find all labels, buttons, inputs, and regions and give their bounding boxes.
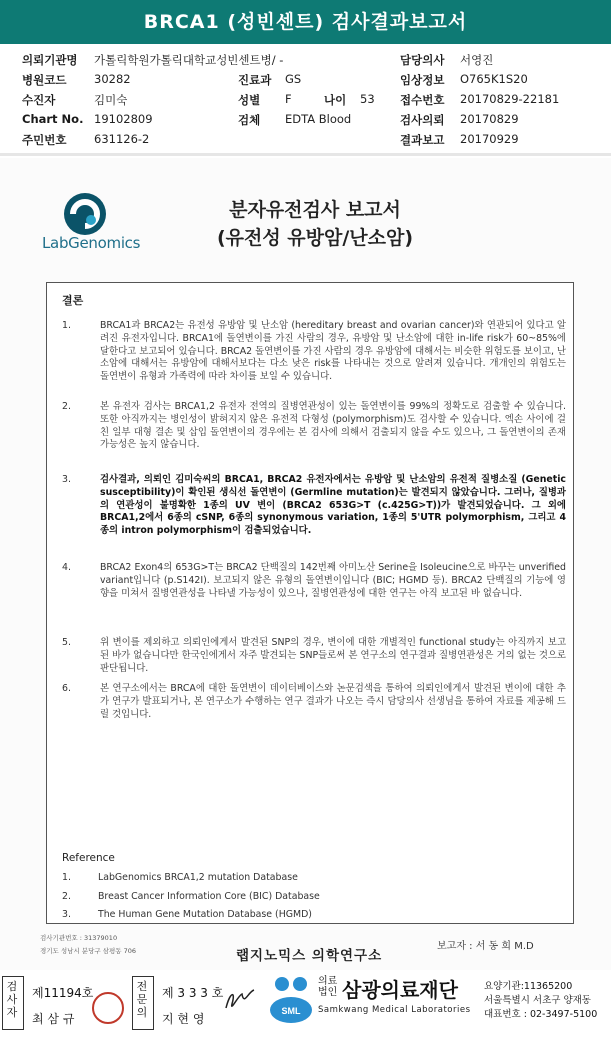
reporter: 보고자 : 서 동 희 M.D (437, 941, 534, 952)
age-label: 나이 (324, 93, 347, 107)
info-row-1 (0, 52, 611, 72)
org-name: 삼광의료재단 (342, 978, 458, 1002)
patient-info-panel (0, 46, 611, 156)
item-text: 위 변이를 제외하고 의뢰인에게서 발견된 SNP의 경우, 변이에 대한 개별적인 functional study는 아직까지 보고된 바가 없습니다만 한국인에게서 자주 발견되는 SNP들로써 본 연구소의 연구결과 질병연관성은 거의 없는 것으로 판단됩니다. (100, 637, 566, 674)
doctor-value: 서영진 (460, 53, 494, 67)
receipt-no-value: 20170829-22181 (460, 92, 560, 106)
item-number: 3. (62, 474, 71, 485)
chart-no-label: Chart No. (22, 112, 84, 126)
divider (0, 153, 611, 156)
info-row-2 (0, 72, 611, 92)
dept-value: GS (285, 72, 302, 86)
conclusion-title: 결론 (62, 294, 84, 307)
checker-label: 검사자 (6, 980, 18, 1019)
checker-license: 제11194호 (32, 986, 94, 1000)
report-date-label: 결과보고 (400, 133, 445, 147)
chart-no-value: 19102809 (94, 112, 153, 126)
reference-number: 2. (62, 891, 71, 902)
item-number: 5. (62, 637, 71, 648)
sml-logo-icon (268, 974, 314, 1026)
signature-footer (0, 972, 611, 1040)
item-text: BRCA2 Exon4의 653G>T는 BRCA2 단백질의 142번째 아미노산 Serine을 Isoleucine으로 바꾸는 unverified variant입니다 (p.S142I). 보고되지 않은 유형의 돌연변이입니다 (BIC; HGMD 등). BRCA2 단백질의 기능에 영향을 미쳐서 질병연관성을 나타낼 가능성이 있으나, 질병연관성에 대한 연구는 아직 보고된 바 없습니다. (100, 562, 566, 599)
info-row-3 (0, 92, 611, 112)
doctor-label: 담당의사 (400, 53, 445, 67)
institution-label: 의뢰기관명 (22, 53, 78, 67)
lab-cert-number: 검사기관번호 : 31379010 (40, 934, 118, 942)
item-text: BRCA1과 BRCA2는 유전성 유방암 및 난소암 (hereditary breast and ovarian cancer)와 연관되어 있다고 알려진 유전자입니다. BRCA1에 돌연변이를 가진 사람의 경우, 유방암 및 난소암에 대한 in-life risk가 60~85%에 달한다고 보고되어 있습니다. BRCA2 돌연변이를 가진 사람의 경우 유방암에 대해서는 비슷한 위험도를 보이고, 난소암에 대해서는 유방암에 대해서보다는 다소 낮은 risk를 나타내는 것으로 알려져 있습니다. 개개인의 위험도는 돌연변이 유형과 가족력에 따라 차이를 보일 수 있습니다. (100, 320, 566, 383)
document-title-line2: (유전성 유방암/난소암) (216, 227, 414, 249)
info-row-4 (0, 112, 611, 132)
sex-label: 성별 (238, 93, 261, 107)
specialist-license: 제 3 3 3 호 (162, 986, 224, 1000)
reference-number: 1. (62, 872, 71, 883)
document-title (190, 196, 440, 252)
sex-value: F (285, 92, 292, 106)
hospital-code-label: 병원코드 (22, 73, 67, 87)
reference-title: Reference (62, 852, 115, 864)
report-title: BRCA1 (성빈센트) 검사결과보고서 (0, 0, 611, 44)
stamp-icon (92, 992, 124, 1024)
dept-label: 진료과 (238, 73, 272, 87)
item-number: 4. (62, 562, 71, 573)
signature-icon (220, 986, 260, 1018)
document-title-line1: 분자유전검사 보고서 (229, 199, 401, 221)
institution-value: 가톨릭학원가톨릭대학교성빈센트병/ - (94, 53, 284, 67)
org-prefix: 의료법인 (318, 976, 338, 998)
age-value: 53 (360, 92, 375, 106)
item-number: 1. (62, 320, 71, 331)
resident-no-label: 주민번호 (22, 133, 67, 147)
request-date-label: 검사의뢰 (400, 113, 445, 127)
receipt-no-label: 접수번호 (400, 93, 445, 107)
org-english-name: Samkwang Medical Laboratories (318, 1005, 471, 1015)
item-number: 2. (62, 401, 71, 412)
reference-number: 3. (62, 909, 71, 920)
patient-value: 김미숙 (94, 93, 128, 107)
resident-no-value: 631126-2 (94, 132, 150, 146)
info-row-5 (0, 132, 611, 152)
specialist-name: 지 현 영 (162, 1012, 205, 1026)
clinical-info-value: O765K1S20 (460, 72, 528, 86)
patient-label: 수진자 (22, 93, 56, 107)
report-date-value: 20170929 (460, 132, 519, 146)
specimen-value: EDTA Blood (285, 112, 352, 126)
reference-text: Breast Cancer Information Core (BIC) Database (98, 891, 320, 902)
logo-text: LabGenomics (42, 234, 141, 252)
item-text: 본 유전자 검사는 BRCA1,2 유전자 전역의 질병연관성이 있는 돌연변이를 99%의 정확도로 검출할 수 있습니다. 또한 아직까지는 병인성이 밝혀지지 않은 유전적 다형성 (polymorphism)도 검사할 수 있습니다. 엑손 사이에 걸친 일부 대형 결손 및 삽입 돌연변이의 경우에는 본 검사에 의해서 검출되지 않을 수도 있으나, 그 돌연변이의 존재 가능성은 높지 않습니다. (100, 401, 566, 451)
item-text: 검사결과, 의뢰인 김미숙씨의 BRCA1, BRCA2 유전자에서는 유방암 및 난소암의 유전적 질병소질 (Genetic susceptibility)이 확인된 생식선 돌연변이 (Germline mutation)는 발견되지 않았습니다. 그러나, 질병과의 연관성이 불명확한 1종의 UV 변이 (BRCA2 653G>T (c.425G>T))가 발견되었습니다. 그 외에 BRCA1,2에서 6종의 cSNP, 6종의 synonymous variation, 1종의 5'UTR polymorphism, 그리고 4종의 intron polymorphism이 검출되었습니다. (100, 474, 566, 537)
item-text: 본 연구소에서는 BRCA에 대한 돌연변이 데이터베이스와 논문검색을 통하여 의뢰인에게서 발견된 변이에 대한 추가 연구가 발표되거나, 본 연구소가 수행하는 연구 결과가 나오는 즉시 담당의사 선생님을 통하여 자료를 제공해 드릴 것입니다. (100, 683, 566, 720)
checker-name: 최 삼 규 (32, 1012, 75, 1026)
reference-text: LabGenomics BRCA1,2 mutation Database (98, 872, 298, 883)
org-address: 서울특별시 서초구 양재동 (484, 995, 591, 1006)
request-date-value: 20170829 (460, 112, 519, 126)
specimen-label: 검체 (238, 113, 261, 127)
lab-address: 경기도 성남시 분당구 삼평동 706 (40, 947, 137, 955)
care-institution-no: 요양기관:11365200 (484, 981, 573, 992)
org-phone: 대표번호 : 02-3497-5100 (484, 1009, 598, 1020)
institute-name: 랩지노믹스 의학연구소 (236, 948, 383, 964)
specialist-label: 전문의 (136, 980, 148, 1019)
hospital-code-value: 30282 (94, 72, 131, 86)
clinical-info-label: 임상정보 (400, 73, 445, 87)
item-number: 6. (62, 683, 71, 694)
sml-logo-text: SML (281, 1006, 301, 1016)
reference-text: The Human Gene Mutation Database (HGMD) (98, 909, 312, 920)
